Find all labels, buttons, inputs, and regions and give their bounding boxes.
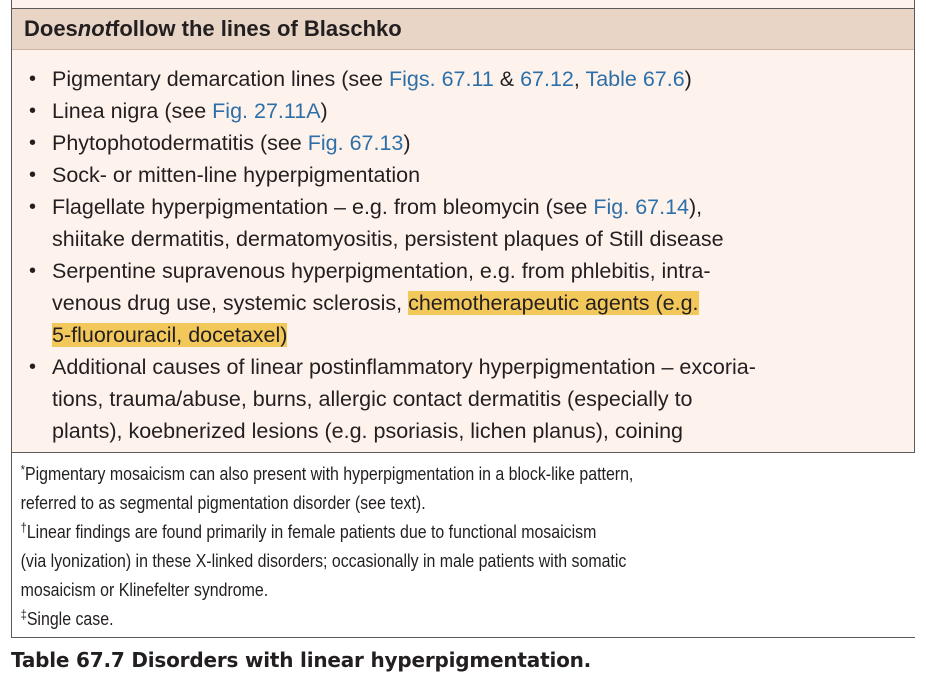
figure-link[interactable]: 67.12 <box>520 67 574 91</box>
item-text: shiitake dermatitis, dermatomyositis, persistent plaques of Still disease <box>52 227 724 251</box>
bullet-icon: • <box>29 356 37 378</box>
bullet-icon: • <box>29 260 37 282</box>
footnote <box>21 517 907 604</box>
highlighted-text: chemotherapeutic agents (e.g. <box>408 291 699 315</box>
item-text: Pigmentary demarcation lines (see <box>52 67 389 91</box>
footnote-text: referred to as segmental pigmentation disorder (see text). <box>20 492 426 513</box>
item-text: Phytophotodermatitis (see <box>52 131 308 155</box>
footnote-mark: ‡ <box>20 607 27 622</box>
table-box <box>11 0 915 638</box>
causes-list <box>12 50 914 447</box>
table-caption <box>11 648 591 672</box>
bullet-icon: • <box>29 100 37 122</box>
footnote-text: (via lyonization) in these X-linked disorders; occasionally in male patients with somatic <box>20 550 627 571</box>
footnote-text: Linear findings are found primarily in female patients due to functional mosaicism <box>26 521 597 542</box>
footnote <box>21 459 907 517</box>
item-text: ) <box>320 99 328 123</box>
item-text: venous drug use, systemic sclerosis, <box>52 291 409 315</box>
item-text: Linea nigra (see <box>52 99 213 123</box>
footnote-text: Pigmentary mosaicism can also present with hyperpigmentation in a block-like pattern, <box>24 463 634 484</box>
highlighted-text: 5-fluorouracil, docetaxel) <box>52 323 288 347</box>
list-item <box>12 255 914 351</box>
header-text-1: Does <box>24 16 78 41</box>
item-text: tions, trauma/abuse, burns, allergic contact dermatitis (especially to <box>52 387 693 411</box>
item-text: plants), koebnerized lesions (e.g. psoriasis, lichen planus), coining <box>52 419 684 443</box>
item-text: ), <box>689 195 703 219</box>
footnote-mark: † <box>20 520 27 535</box>
caption-text: Disorders with linear hyperpigmentation. <box>124 648 592 672</box>
section-header <box>12 9 914 50</box>
figure-link[interactable]: Fig. 27.11A <box>212 99 321 123</box>
item-text: ) <box>684 67 692 91</box>
list-item <box>12 351 914 447</box>
list-item <box>12 127 914 159</box>
figure-link[interactable]: Fig. 67.13 <box>307 131 404 155</box>
figure-link[interactable]: Figs. 67.11 <box>389 67 494 91</box>
list-item <box>12 95 914 127</box>
figure-link[interactable]: Fig. 67.14 <box>593 195 689 219</box>
bullet-icon: • <box>29 68 37 90</box>
item-text: , <box>573 67 586 91</box>
header-text-2: follow the lines of Blaschko <box>112 16 402 41</box>
list-item <box>12 191 914 255</box>
caption-number: Table 67.7 <box>11 648 125 672</box>
list-item <box>12 63 914 95</box>
footnote-text: Single case. <box>26 608 114 629</box>
footnote-text: mosaicism or Klinefelter syndrome. <box>20 579 269 600</box>
table-link[interactable]: Table 67.6 <box>585 67 685 91</box>
item-text: Flagellate hyperpigmentation – e.g. from bleomycin (see <box>52 195 594 219</box>
bullet-icon: • <box>29 132 37 154</box>
item-text: Sock- or mitten-line hyperpigmentation <box>52 163 421 187</box>
item-text: Serpentine supravenous hyperpigmentation, e.g. from phlebitis, intra- <box>52 259 711 283</box>
table-top-strip <box>12 0 914 9</box>
bullet-icon: • <box>29 196 37 218</box>
list-item <box>12 159 914 191</box>
item-text: Additional causes of linear postinflammatory hyperpigmentation – excoria- <box>52 355 756 379</box>
item-text: & <box>493 67 521 91</box>
header-emphasis: not <box>77 16 112 41</box>
footnotes <box>12 452 915 637</box>
footnote <box>21 604 907 633</box>
item-text: ) <box>403 131 411 155</box>
footnote-mark: * <box>20 462 25 477</box>
bullet-icon: • <box>29 164 37 186</box>
